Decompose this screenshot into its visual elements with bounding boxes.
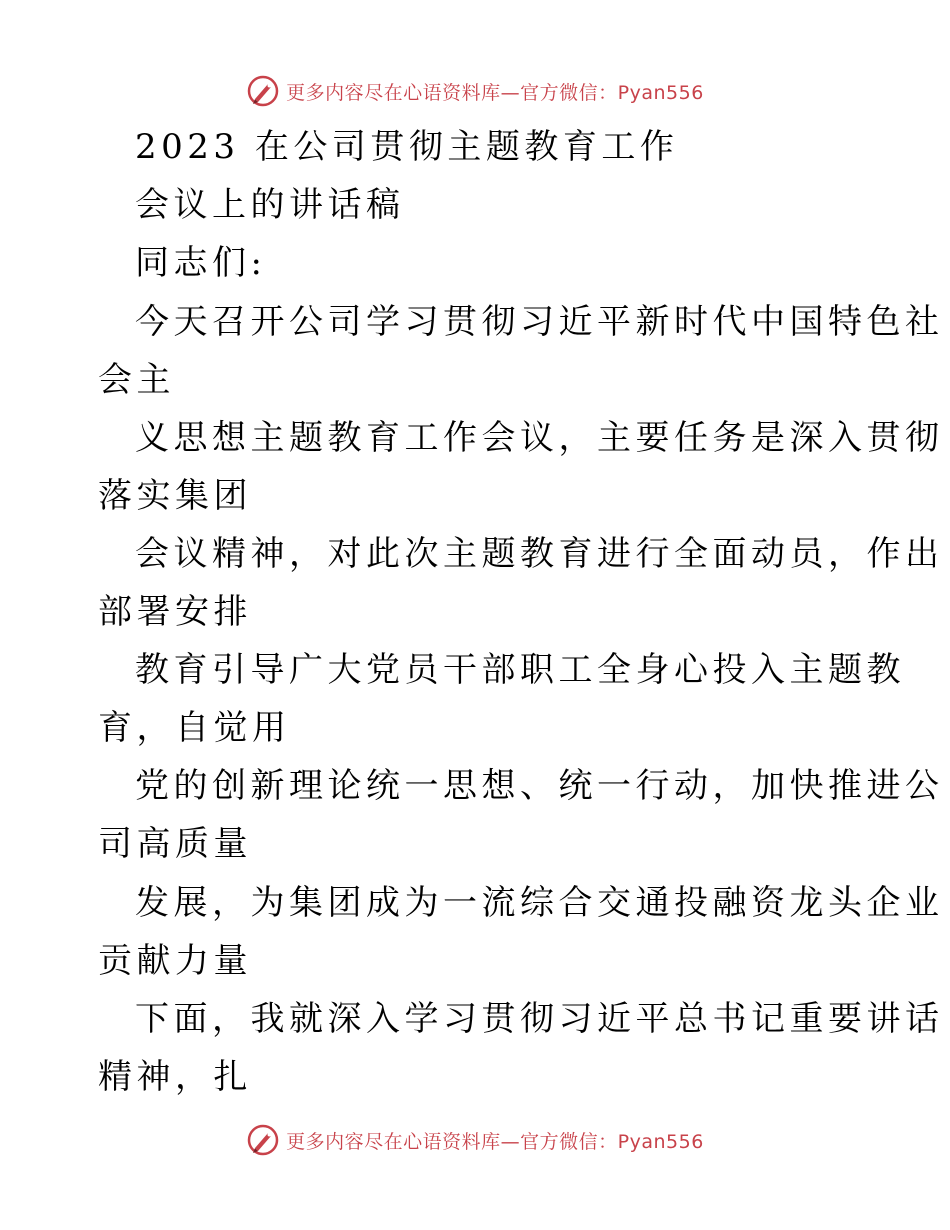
paragraph-line: 落实集团 [98,476,252,516]
watermark-text: 更多内容尽在心语资料库—官方微信：Pyan556 [286,1130,704,1153]
paragraph-line: 育，自觉用 [98,708,291,748]
paragraph-line: 党的创新理论统一思想、统一行动，加快推进公 [135,766,944,806]
paragraph-line: 会议精神，对此次主题教育进行全面动员，作出 [135,534,944,574]
title-line-1: 2023 在公司贯彻主题教育工作 [135,127,679,167]
paragraph-line: 贡献力量 [98,941,252,981]
salutation: 同志们: [135,243,267,283]
title-line-2: 会议上的讲话稿 [135,185,405,225]
pen-circle-logo-icon [246,74,280,108]
paragraph-line: 今天召开公司学习贯彻习近平新时代中国特色社 [135,302,944,342]
pen-circle-logo-icon [246,1123,280,1157]
header-watermark [0,71,950,111]
paragraph-line: 部署安排 [98,592,252,632]
paragraph-line: 义思想主题教育工作会议，主要任务是深入贯彻 [135,418,944,458]
paragraph-line: 会主 [98,360,175,400]
watermark-text: 更多内容尽在心语资料库—官方微信：Pyan556 [286,81,704,104]
paragraph-line: 发展，为集团成为一流综合交通投融资龙头企业 [135,883,944,923]
footer-watermark [0,1120,950,1160]
paragraph-line: 精神，扎 [98,1057,252,1097]
paragraph-line: 司高质量 [98,824,252,864]
paragraph-line: 教育引导广大党员干部职工全身心投入主题教 [135,650,905,690]
paragraph-line: 下面，我就深入学习贯彻习近平总书记重要讲话 [135,999,944,1039]
